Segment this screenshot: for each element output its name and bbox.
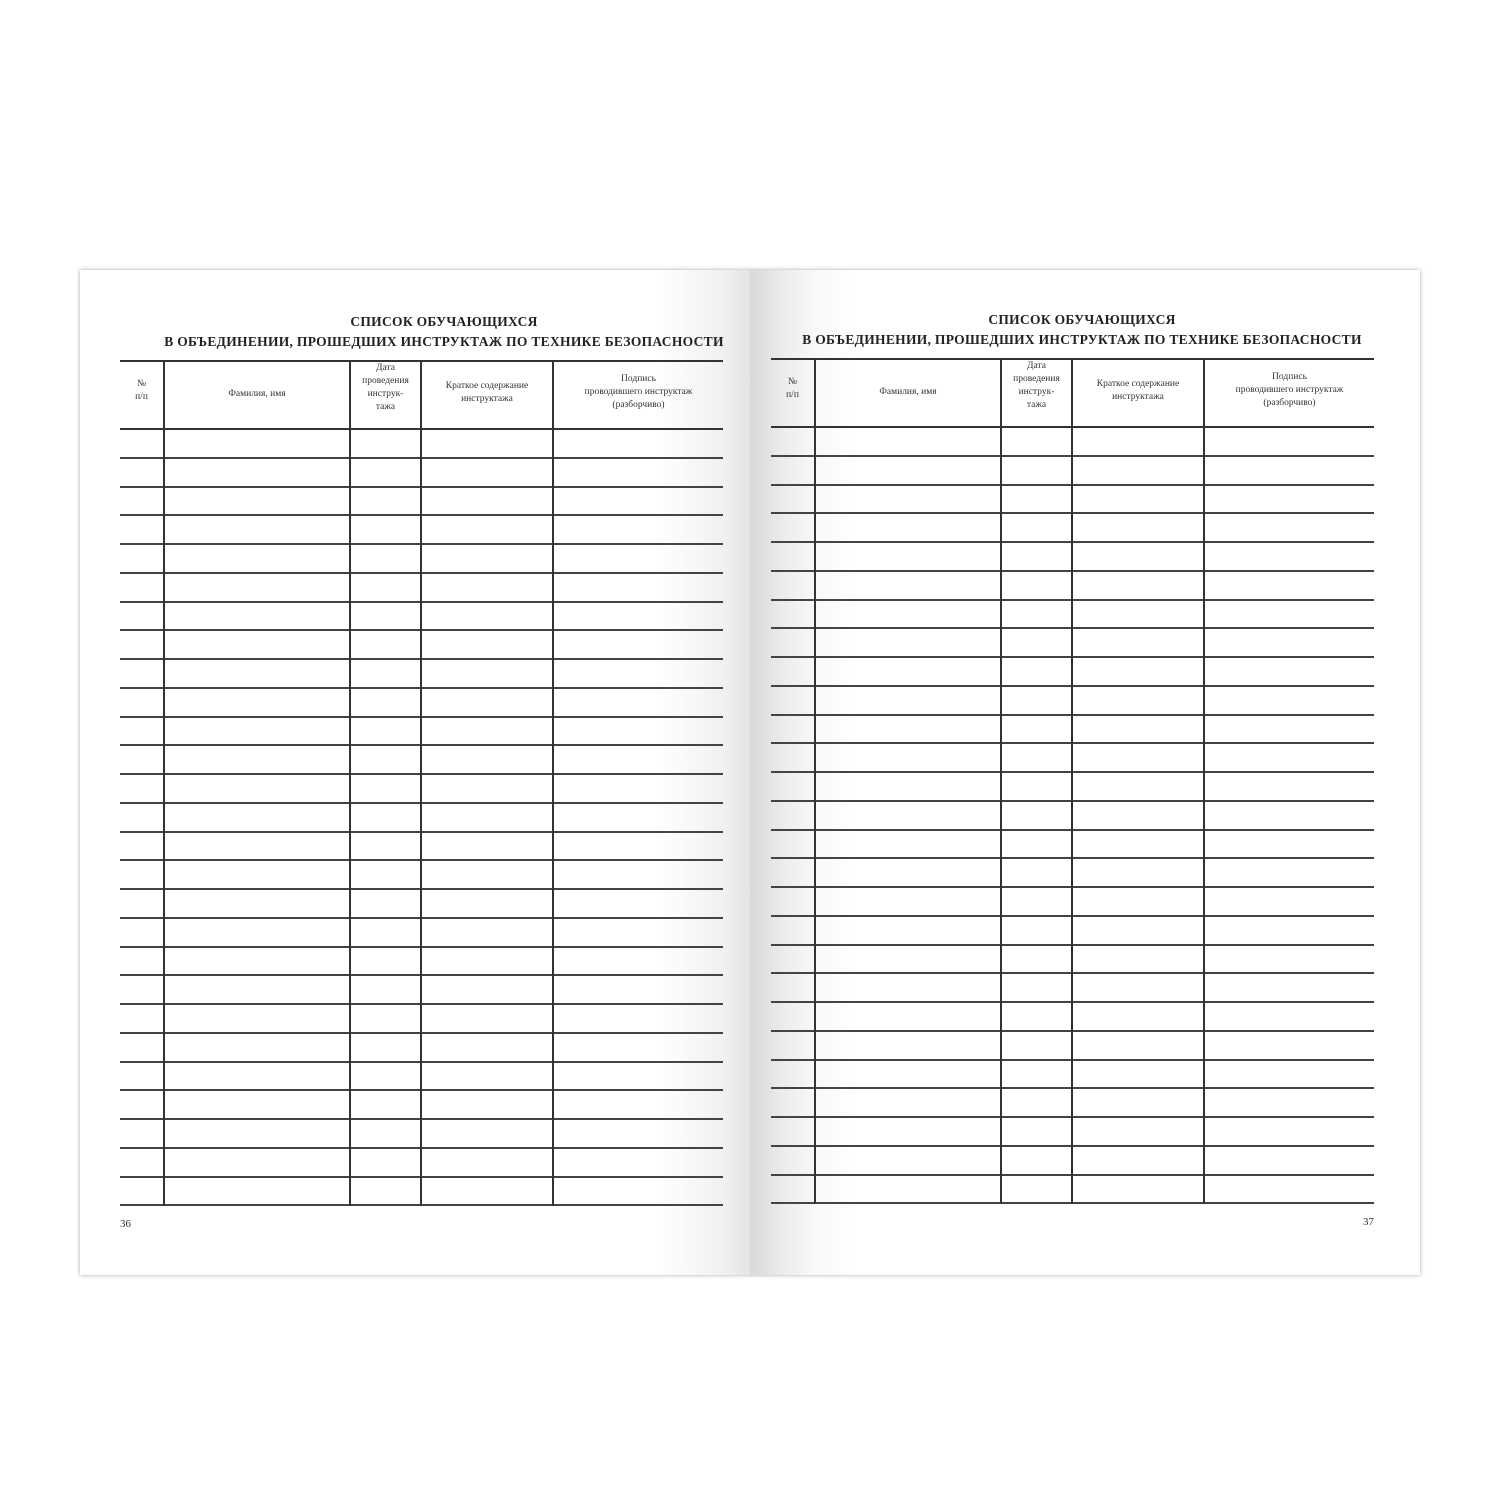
title-line-2: В ОБЪЕДИНЕНИИ, ПРОШЕДШИХ ИНСТРУКТАЖ ПО ТЕХНИКЕ БЕЗОПАСНОСТИ: [164, 334, 724, 349]
column-divider: [420, 360, 422, 1206]
page-title: [772, 310, 1392, 350]
column-divider: [552, 360, 554, 1206]
column-divider: [163, 360, 165, 1206]
page-title: [120, 312, 750, 352]
title-line-1: СПИСОК ОБУЧАЮЩИХСЯ: [350, 314, 538, 329]
header-date: Дата проведения инструк- тажа: [1013, 361, 1060, 410]
header-name: Фамилия, имя: [228, 389, 286, 399]
header-num: № п/п: [135, 379, 148, 402]
column-divider: [1071, 358, 1073, 1204]
column-divider: [1203, 358, 1205, 1204]
header-signature: Подпись проводившего инструктаж (разборчиво): [584, 374, 693, 410]
column-divider: [1000, 358, 1002, 1204]
column-divider: [349, 360, 351, 1206]
column-divider: [814, 358, 816, 1204]
header-signature: Подпись проводившего инструктаж (разборчиво): [1235, 372, 1344, 408]
open-journal-spread: [80, 270, 1420, 1275]
header-num: № п/п: [786, 377, 799, 400]
right-page: [750, 270, 1420, 1275]
header-content: Краткое содержание инструктажа: [445, 381, 529, 404]
header-name: Фамилия, имя: [879, 387, 937, 397]
header-date: Дата проведения инструк- тажа: [362, 363, 409, 412]
title-line-2: В ОБЪЕДИНЕНИИ, ПРОШЕДШИХ ИНСТРУКТАЖ ПО ТЕХНИКЕ БЕЗОПАСНОСТИ: [802, 332, 1362, 347]
left-page: [80, 270, 750, 1275]
page-number: 36: [120, 1218, 131, 1230]
page-number: 37: [1363, 1216, 1374, 1228]
title-line-1: СПИСОК ОБУЧАЮЩИХСЯ: [988, 312, 1176, 327]
header-content: Краткое содержание инструктажа: [1096, 379, 1180, 402]
